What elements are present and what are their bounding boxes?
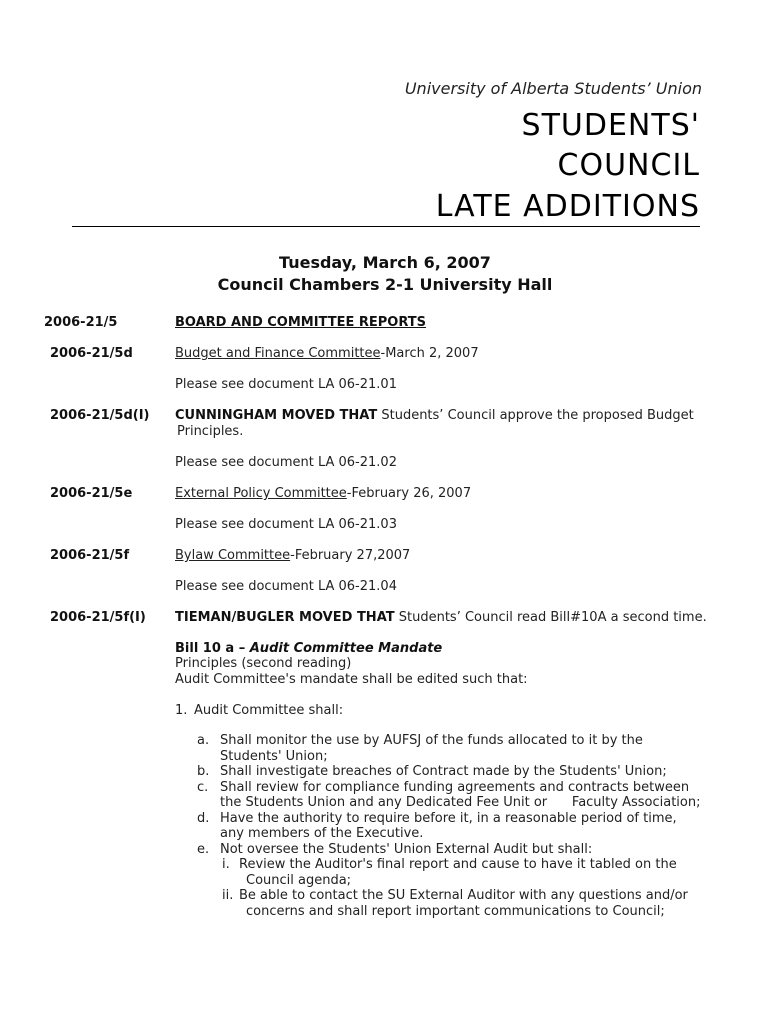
- motion-text: Students’ Council read Bill#10A a second time.: [394, 610, 707, 625]
- item-number-5d-i: 2006-21/5d(I): [50, 408, 150, 423]
- document-reference: Please see document LA 06-21.04: [175, 579, 397, 594]
- list-item-line: [222, 873, 688, 889]
- list-item-text: Be able to contact the SU External Auditor with any questions and/or: [239, 888, 688, 903]
- committee-name-budget: Budget and Finance Committee: [175, 346, 381, 361]
- list-item-text: concerns and shall report important communications to Council;: [246, 903, 665, 919]
- document-reference: Please see document LA 06-21.02: [175, 455, 397, 470]
- meeting-location: Council Chambers 2-1 University Hall: [217, 275, 553, 294]
- list-item-text: Not oversee the Students' Union External Audit but shall:: [220, 841, 593, 857]
- motion-5d-i: [175, 408, 694, 423]
- list-item-line: [197, 842, 700, 858]
- document-reference: Please see document LA 06-21.01: [175, 377, 397, 392]
- list-item-line: [197, 780, 700, 796]
- document-reference: Please see document LA 06-21.03: [175, 517, 397, 532]
- list-item-line: [197, 749, 700, 765]
- bill-title: [175, 641, 442, 656]
- motion-text: Students’ Council approve the proposed Budget: [377, 408, 694, 423]
- list-marker: 1.: [175, 703, 188, 718]
- bill-point-1: [175, 703, 343, 718]
- list-marker: e.: [197, 841, 210, 857]
- bill-title-prefix: Bill 10 a –: [175, 641, 250, 656]
- item-number-5f-i: 2006-21/5f(I): [50, 610, 146, 625]
- list-item-line: [222, 857, 688, 873]
- list-item-line: [197, 733, 700, 749]
- item-number-5e: 2006-21/5e: [50, 486, 133, 501]
- list-item-line: [197, 811, 700, 827]
- list-item-text: any members of the Executive.: [220, 826, 424, 841]
- list-marker: i.: [222, 857, 230, 872]
- list-marker: d.: [197, 810, 210, 826]
- bill-line-1: Principles (second reading): [175, 656, 352, 671]
- organization-name: University of Alberta Students’ Union: [404, 79, 702, 98]
- list-item-text: Council agenda;: [246, 872, 352, 888]
- title-line-2: COUNCIL: [557, 148, 700, 183]
- title-line-3: LATE ADDITIONS: [435, 189, 700, 224]
- list-item-text: Review the Auditor's final report and cause to have it tabled on the: [239, 857, 677, 872]
- list-item-text: Shall investigate breaches of Contract made by the Students' Union;: [220, 764, 667, 779]
- list-item-line: [197, 826, 700, 842]
- list-item-line: [222, 904, 688, 920]
- meeting-date: Tuesday, March 6, 2007: [279, 253, 491, 272]
- committee-date: -February 26, 2007: [346, 486, 472, 501]
- list-item-line: [197, 764, 700, 780]
- motion-mover: TIEMAN/BUGLER MOVED THAT: [175, 610, 395, 625]
- bill-line-2: Audit Committee's mandate shall be edited such that:: [175, 672, 528, 687]
- item-5f-line: [175, 548, 410, 563]
- committee-date: -February 27,2007: [290, 548, 411, 563]
- bill-point-1-text: Audit Committee shall:: [194, 703, 344, 718]
- committee-name-external-policy: External Policy Committee: [175, 486, 347, 501]
- item-5e-line: [175, 486, 471, 501]
- bill-title-name: Audit Committee Mandate: [249, 641, 443, 656]
- header-rule: [72, 226, 700, 227]
- list-marker: b.: [197, 764, 210, 779]
- item-number-5f: 2006-21/5f: [50, 548, 130, 563]
- list-item-text: Students' Union;: [220, 748, 328, 764]
- item-5d-line: [175, 346, 479, 361]
- item-number-5d: 2006-21/5d: [50, 346, 133, 361]
- committee-name-bylaw: Bylaw Committee: [175, 548, 291, 563]
- list-item-text: the Students Union and any Dedicated Fee Unit or Faculty Association;: [220, 795, 701, 810]
- committee-date: -March 2, 2007: [380, 346, 479, 361]
- list-marker: ii.: [222, 888, 234, 903]
- list-marker: c.: [197, 779, 209, 795]
- title-line-1: STUDENTS': [521, 108, 700, 143]
- item-heading-board-reports: BOARD AND COMMITTEE REPORTS: [175, 315, 427, 330]
- list-marker: a.: [197, 733, 210, 748]
- list-item-line: [197, 795, 700, 811]
- list-item-text: Shall monitor the use by AUFSJ of the funds allocated to it by the: [220, 733, 643, 748]
- motion-5f-i: [175, 610, 707, 625]
- motion-text-continued: Principles.: [177, 424, 244, 439]
- list-item-text: Shall review for compliance funding agreements and contracts between: [220, 779, 690, 795]
- motion-mover: CUNNINGHAM MOVED THAT: [175, 408, 378, 423]
- list-item-line: [222, 888, 688, 904]
- bill-roman-list: [222, 857, 688, 919]
- item-number-5: 2006-21/5: [44, 315, 118, 330]
- list-item-text: Have the authority to require before it, in a reasonable period of time,: [220, 810, 677, 826]
- bill-sub-list: [197, 733, 700, 857]
